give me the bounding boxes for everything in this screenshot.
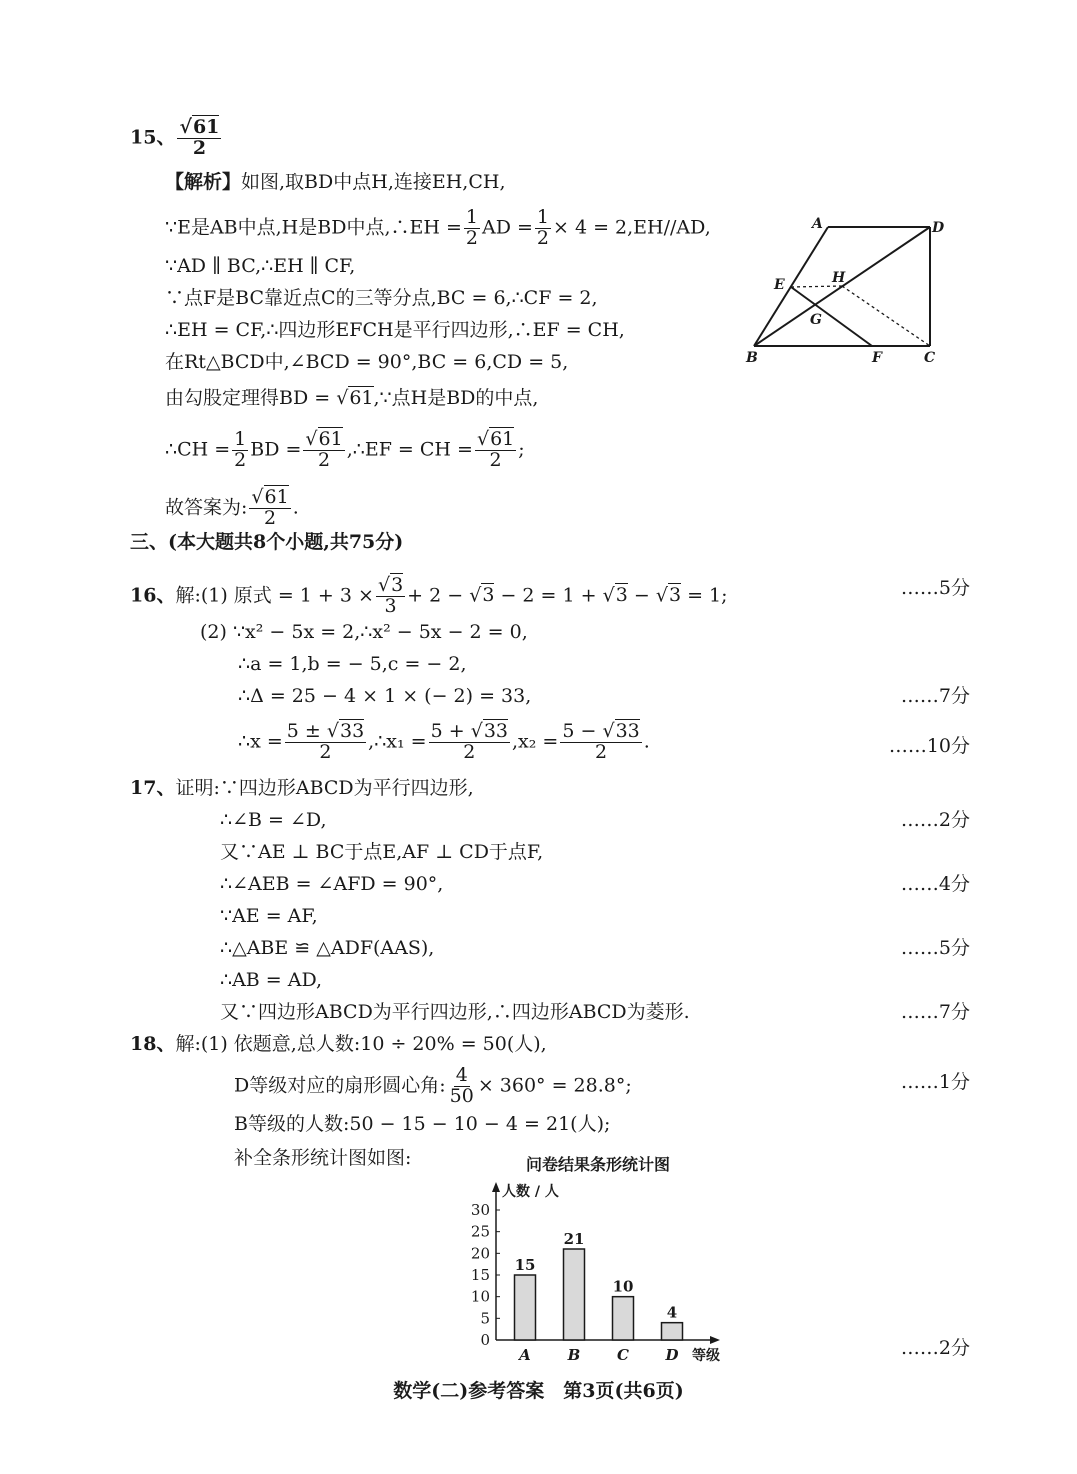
q17-line1: 17、证明:∵四边形ABCD为平行四边形,: [130, 777, 474, 799]
chart-ylabel: 人数 / 人: [502, 1184, 559, 1200]
q15-answer-line: [130, 118, 223, 159]
x-tick-label: C: [617, 1346, 629, 1364]
label-d: D: [932, 220, 945, 236]
segment-eh: [791, 286, 842, 287]
y-tick-label: 15: [470, 1266, 490, 1284]
page-footer: 数学(二)参考答案 第3页(共6页): [393, 1380, 684, 1402]
label-f: F: [872, 350, 882, 366]
q18-line2: D等级对应的扇形圆心角: $\frac{4}{50}$ × 360° = 28.8°;: [234, 1064, 632, 1107]
y-tick-label: 10: [470, 1287, 490, 1306]
x-axis-arrow: [710, 1336, 720, 1344]
segment-ef: [791, 287, 872, 346]
chart-xlabel: 等级: [692, 1348, 720, 1364]
bar-value-label: 21: [563, 1230, 585, 1248]
q15-line8: 故答案为: $\frac{√61}{2}$ .: [165, 486, 299, 529]
bar-d: [662, 1323, 683, 1340]
geometry-figure: [740, 212, 960, 372]
label-a: A: [812, 216, 823, 232]
bar-value-label: 10: [612, 1277, 634, 1296]
q17-line5: ∵AE = AF,: [220, 905, 318, 927]
q18-line3: B等级的人数:50 − 15 − 10 − 4 = 21(人);: [234, 1113, 611, 1135]
q16-part1: 16、解:(1) 原式 = 1 + 3 × $\frac{√3}{3}$ + 2 − √3 − 2 = 1 + √3 − √3 = 1;: [130, 574, 728, 617]
q15-answer-fraction: $\frac{√61}{2}$: [179, 116, 220, 159]
q15-number: 15、: [130, 126, 176, 149]
y-tick-label: 30: [470, 1201, 490, 1219]
q15-line5: 在Rt△BCD中,∠BCD = 90°,BC = 6,CD = 5,: [165, 351, 569, 373]
x-tick-label: A: [519, 1346, 531, 1364]
y-tick-label: 0: [480, 1331, 490, 1349]
q17-line6: ∴△ABE ≌ △ADF(AAS),: [220, 937, 435, 959]
q18-score-chart: ……2分: [900, 1337, 970, 1359]
q16-score-2: ……7分: [900, 685, 970, 707]
bar-value-label: 15: [514, 1256, 536, 1274]
q16-part2-c: ∴Δ = 25 − 4 × 1 × (− 2) = 33,: [238, 685, 532, 707]
q16-part2-b: ∴a = 1,b = − 5,c = − 2,: [238, 653, 467, 675]
q17-line4: ∴∠AEB = ∠AFD = 90°,: [220, 873, 444, 895]
label-h: H: [832, 270, 846, 286]
q15-line4: ∴EH = CF,∴四边形EFCH是平行四边形,∴EF = CH,: [165, 319, 625, 341]
label-g: G: [810, 312, 822, 328]
q17-score-6: ……5分: [900, 937, 970, 959]
q15-line6: 由勾股定理得BD = √61,∵点H是BD的中点,: [165, 387, 539, 409]
bar-chart: [440, 1150, 740, 1370]
q16-part2-a: (2) ∵x² − 5x = 2,∴x² − 5x − 2 = 0,: [200, 621, 528, 643]
q16-score-1: ……5分: [900, 577, 970, 599]
label-c: C: [924, 350, 936, 366]
q15-line2: ∵AD ∥ BC,∴EH ∥ CF,: [165, 255, 356, 277]
q15-line3: ∵点F是BC靠近点C的三等分点,BC = 6,∴CF = 2,: [165, 287, 598, 309]
y-tick-label: 5: [480, 1309, 490, 1328]
x-tick-label: D: [665, 1346, 679, 1364]
bar-c: [613, 1297, 634, 1340]
q15-line7: ∴CH = $\frac{1}{2}$ BD = $\frac{√61}{2}$ ,∴EF = CH = $\frac{√61}{2}$ ;: [165, 428, 525, 471]
q16-part2-d: ∴x = $\frac{5 \pm √33}{2}$ ,∴x₁ = $\frac{5 + √33}{2}$ ,x₂ = $\frac{5 - √33}{2}$ .: [238, 720, 650, 763]
q16-score-3: ……10分: [888, 735, 970, 757]
label-e: E: [774, 277, 785, 293]
chart-title: 问卷结果条形统计图: [525, 1155, 671, 1174]
section-3-heading: 三、(本大题共8个小题,共75分): [130, 531, 404, 553]
y-tick-label: 20: [470, 1244, 490, 1263]
x-tick-label: B: [567, 1346, 581, 1364]
q17-line8: 又∵四边形ABCD为平行四边形,∴四边形ABCD为菱形.: [220, 1001, 690, 1023]
q17-line3: 又∵AE ⊥ BC于点E,AF ⊥ CD于点F,: [220, 841, 544, 863]
q18-line1: 18、解:(1) 依题意,总人数:10 ÷ 20% = 50(人),: [130, 1033, 547, 1055]
bar-a: [515, 1275, 536, 1340]
q15-line1: ∵E是AB中点,H是BD中点,∴EH = $\frac{1}{2}$ AD = $\frac{1}{2}$ × 4 = 2,EH//AD,: [165, 206, 711, 249]
q15-analysis-intro: 【解析】如图,取BD中点H,连接EH,CH,: [165, 171, 506, 193]
q17-score-4: ……4分: [900, 873, 970, 895]
q18-line4: 补全条形统计图如图:: [234, 1147, 412, 1169]
q17-score-8: ……7分: [900, 1001, 970, 1023]
segment-ch: [842, 286, 930, 346]
q17-line2: ∴∠B = ∠D,: [220, 809, 327, 831]
q17-line7: ∴AB = AD,: [220, 969, 323, 991]
label-b: B: [746, 350, 758, 366]
bar-b: [564, 1249, 585, 1340]
bar-value-label: 4: [666, 1303, 678, 1322]
y-tick-label: 25: [470, 1222, 490, 1241]
q18-score-2: ……1分: [900, 1071, 970, 1093]
y-axis-arrow: [492, 1182, 500, 1192]
q17-score-2: ……2分: [900, 809, 970, 831]
